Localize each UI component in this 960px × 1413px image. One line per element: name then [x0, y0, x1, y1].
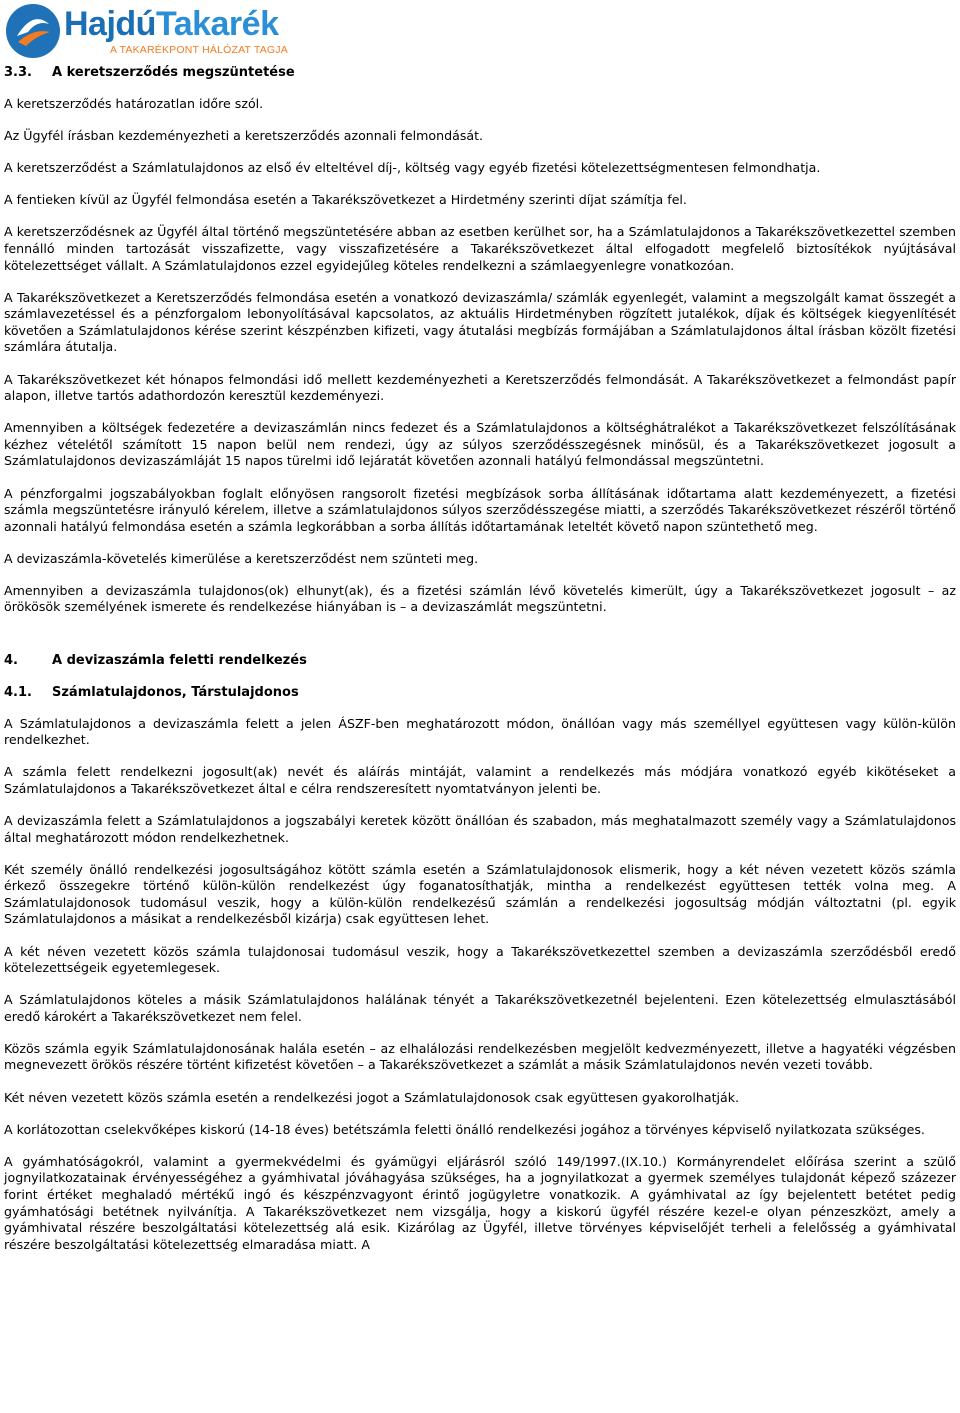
section-spacer — [4, 632, 956, 652]
paragraph: A Takarékszövetkezet a Keretszerződés felmondása esetén a vonatkozó devizaszámla/ számlák egyenlegét, valamint a megszolgált kamat összegét a számlavezetéssel és a pénzforgalom lebonyolításával kapcsolatos, az aktuális Hirdetményben rögzített jutalékok, díjak és költségek kiegyenlítését követően a Számlatulajdonos kérése szerint készpénzben kifizeti, vagy átutalási megbízás formájában a Számlatulajdonos által írásban közölt fizetési számlára átutalja. — [4, 289, 956, 355]
logo-brand — [64, 4, 278, 44]
paragraph: Két személy önálló rendelkezési jogosultságához kötött számla esetén a Számlatulajdonosok elismerik, hogy a két néven vezetett közös számla érkező összegekre történő külön-külön rendelkezést úgy foganatosíthatják, mintha a rendelkezést együttesen tették volna meg. A Számlatulajdonosok tudomásul veszik, hogy a külön-külön rendelkezésű számlán a rendelkezési jogosultság módján változtatni (pl. egyik Számlatulajdonos a másikat a rendelkezésből kizárja) csak együttesen lehet. — [4, 861, 956, 927]
section-title: Számlatulajdonos, Társtulajdonos — [52, 684, 299, 700]
paragraph: A devizaszámla felett a Számlatulajdonos a jogszabályi keretek között önállóan és szabadon, más meghatalmazott személy vagy a Számlatulajdonos által meghatározott módon rendelkezhetnek. — [4, 812, 956, 845]
logo-tagline: A TAKARÉKPONT HÁLÓZAT TAGJA — [110, 44, 288, 56]
paragraph: A két néven vezetett közös számla tulajdonosai tudomásul veszik, hogy a Takarékszövetkezettel szemben a devizaszámla szerződésből eredő kötelezettségeik egyetemlegesek. — [4, 943, 956, 976]
document-content — [4, 64, 956, 1269]
paragraph: Közös számla egyik Számlatulajdonosának halála esetén – az elhalálozási rendelkezésben megjelölt kedvezményezett, illetve a hagyatéki végzésben megnevezett örökös részére történt kifizetést követően – a Takarékszövetkezet a számlát a másik Számlatulajdonos nevén vezeti tovább. — [4, 1040, 956, 1073]
paragraph: Az Ügyfél írásban kezdeményezheti a keretszerződés azonnali felmondását. — [4, 128, 484, 144]
paragraph: Két néven vezetett közös számla esetén a rendelkezési jogot a Számlatulajdonosok csak együttesen gyakorolhatják. — [4, 1089, 740, 1105]
paragraph: A gyámhatóságokról, valamint a gyermekvédelmi és gyámügyi eljárásról szóló 149/1997.(IX.10.) Kormányrendelet előírása szerint a szülő jognyilatkozatainak érvényességéhez a gyámhivatal jóváhagyása szükséges, ha a jognyilatkozat a gyermek személyes tulajdonát képező százezer forint értéket meghaladó mértékű ingó és készpénzvagyont érintő jogügyletre vonatkozik. A gyámhivatal az így bejelentett betétet pedig gyámhatósági betétnek nyilvánítja. A Takarékszövetkezet nem vizsgálja, hogy a kiskorú ügyfél részére kezel-e olyan pénzeszközt, amely a gyámhivatal részére beszolgáltatási kötelezettség alá esik. Kizárólag az Ügyfél, illetve törvényes képviselőjét terheli a felelősség a gyámhivatal részére beszolgáltatási kötelezettség elmaradása miatt. A — [4, 1153, 956, 1252]
paragraph: Amennyiben a költségek fedezetére a devizaszámlán nincs fedezet és a Számlatulajdonos a költséghátralékot a Takarékszövetkezet felszólításának kézhez vételétől számított 15 napon belül nem rendezi, úgy az súlyos szerződésszegésnek minősül, és a Takarékszövetkezet jogosult a Számlatulajdonos devizaszámláját 15 napos türelmi idő lejáratát követően azonnali hatályú felmondással megszüntetni. — [4, 420, 956, 469]
paragraph: A Számlatulajdonos köteles a másik Számlatulajdonos halálának tényét a Takarékszövetkezetnél bejelenteni. Ezen kötelezettség elmulasztásából eredő károkért a Takarékszövetkezet nem felel. — [4, 992, 956, 1024]
takarek-emblem-icon — [4, 2, 62, 60]
paragraph: A pénzforgalmi jogszabályokban foglalt előnyösen rangsorolt fizetési megbízások sorba állításának időtartama alatt kezdeményezett, a fizetési számla megszüntetésre irányuló kérelem, illetve a számlatulajdonos súlyos szerződésszegése miatti, a szerződés Takarékszövetkezet részéről történő azonnali hatályú felmondása esetén a számla legkorábban a sorba állítás időtartamának leteltét követő napon szüntethető meg. — [4, 485, 956, 534]
section-number: 4. — [4, 652, 18, 668]
section-heading-4-1 — [4, 684, 956, 701]
paragraph: A keretszerződést a Számlatulajdonos az első év elteltével díj-, költség vagy egyéb fizetési kötelezettségmentesen felmondhatja. — [4, 160, 821, 176]
section-number: 4.1. — [4, 684, 32, 700]
section-title: A keretszerződés megszüntetése — [52, 65, 295, 80]
paragraph: Amennyiben a devizaszámla tulajdonos(ok) elhunyt(ak), és a fizetési számlán lévő követelés kimerült, úgy a Takarékszövetkezet jogosult – az örökösök személyének ismerete és rendelkezése hiányában is – a devizaszámlát megszüntetni. — [4, 582, 956, 615]
paragraph: A keretszerződésnek az Ügyfél által történő megszüntetésére abban az esetben kerülhet sor, ha a Számlatulajdonos a Takarékszövetkezettel szemben fennálló minden tartozását visszafizette, vagy visszafizetésére a Takarékszövetkezet által elfogadott megfelelő biztosítékok nyújtásával kötelezettséget vállalt. A Számlatulajdonos ezzel egyidejűleg köteles rendelkezni a számlaegyenlegre vonatkozóan. — [4, 224, 956, 273]
paragraph: A keretszerződés határozatlan időre szól. — [4, 96, 264, 111]
section-heading-4 — [4, 652, 956, 669]
paragraph: A korlátozottan cselekvőképes kiskorú (14-18 éves) betétszámla feletti önálló rendelkezési jogához a törvényes képviselő nyilatkozata szükséges. — [4, 1121, 925, 1137]
paragraph: A Takarékszövetkezet két hónapos felmondási idő mellett kezdeményezheti a Keretszerződés felmondását. A Takarékszövetkezet a felmondást papír alapon, illetve tartós adathordozón keresztül kezdeményezi. — [4, 371, 956, 404]
logo — [2, 2, 288, 60]
section-number: 3.3. — [4, 65, 32, 80]
paragraph: A Számlatulajdonos a devizaszámla felett a jelen ÁSZF-ben meghatározott módon, önállóan vagy más személlyel együttesen vagy külön-külön rendelkezhet. — [4, 715, 956, 748]
paragraph: A számla felett rendelkezni jogosult(ak) nevét és aláírás mintáját, valamint a rendelkezés más módjára vonatkozó egyéb kikötéseket a Számlatulajdonos a Takarékszövetkezet által e célra rendszeresített nyomtatványon jelenti be. — [4, 764, 956, 796]
logo-brand-part2: Takarék — [155, 5, 279, 43]
section-title: A devizaszámla feletti rendelkezés — [52, 652, 307, 668]
paragraph: A fentieken kívül az Ügyfél felmondása esetén a Takarékszövetkezet a Hirdetmény szerinti díjat számítja fel. — [4, 192, 687, 208]
section-heading-3-3 — [4, 64, 956, 81]
paragraph: A devizaszámla-követelés kimerülése a keretszerződést nem szünteti meg. — [4, 550, 479, 566]
logo-brand-part1: Hajdú — [64, 5, 156, 43]
